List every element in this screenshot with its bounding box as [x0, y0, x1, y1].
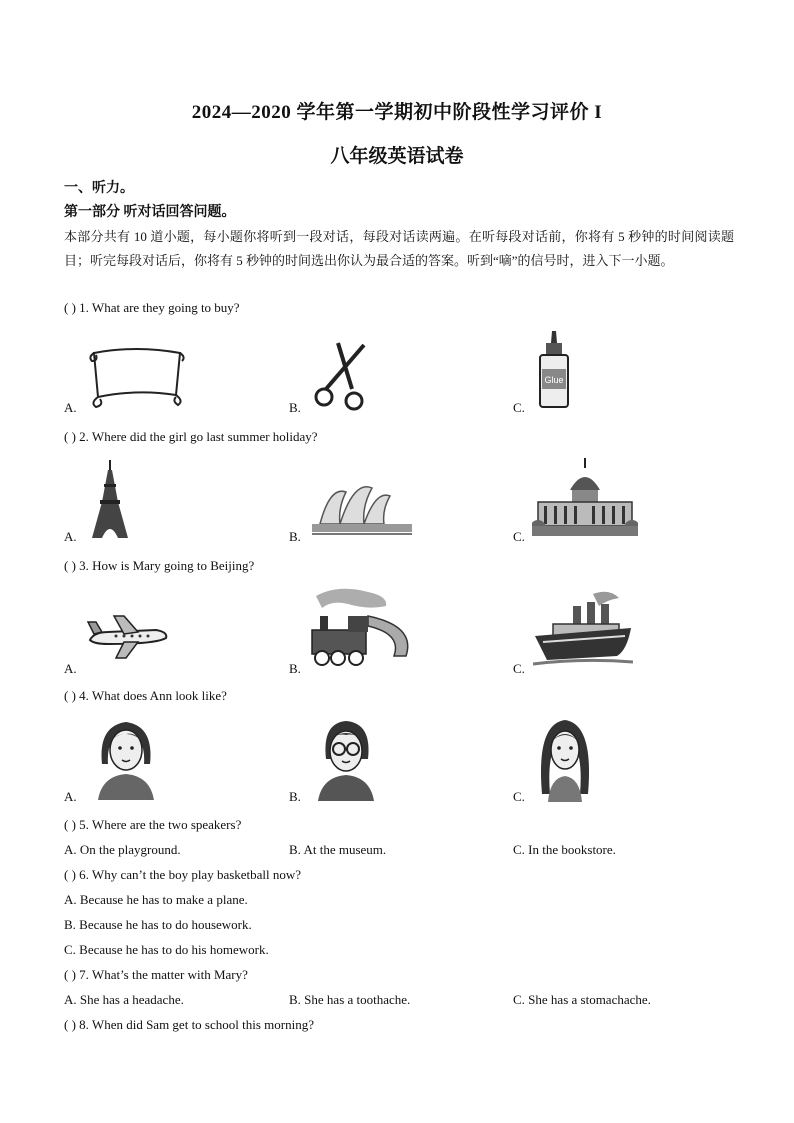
q5-option-c: C. In the bookstore.: [513, 842, 616, 857]
girl-glasses-image: [314, 715, 378, 801]
question-2: ( ) 2. Where did the girl go last summer holiday?: [64, 429, 318, 444]
ship-image: [533, 590, 633, 668]
section-heading: 一、听力。: [64, 181, 134, 196]
question-8: ( ) 8. When did Sam get to school this morning?: [64, 1017, 314, 1032]
capitol-building-image: [532, 458, 638, 540]
question-7: ( ) 7. What’s the matter with Mary?: [64, 967, 248, 982]
q4-option-a: A.: [64, 789, 77, 804]
instructions: 本部分共有 10 道小题，每小题你将听到一段对话，每段对话读两遍。在听每段对话前，你将有 5 秒钟的时间阅读题目；听完每段对话后，你将有 5 秒钟的时间选出你认为最合适的答案。听到“嘀”的信号时，进入下一小题。: [64, 229, 734, 268]
q2-option-b: B.: [289, 529, 301, 544]
scissors-image: [310, 341, 374, 413]
q6-option-b: B. Because he has to do housework.: [64, 917, 252, 932]
q6-option-a: A. Because he has to make a plane.: [64, 892, 248, 907]
q1-option-c: C.: [513, 400, 525, 415]
question-5: ( ) 5. Where are the two speakers?: [64, 817, 242, 832]
q7-option-b: B. She has a toothache.: [289, 992, 411, 1007]
q3-option-c: C.: [513, 661, 525, 676]
steam-train-image: [308, 586, 418, 670]
question-6: ( ) 6. Why can’t the boy play basketball now?: [64, 867, 302, 882]
q3-option-a: A.: [64, 661, 77, 676]
q2-option-c: C.: [513, 529, 525, 544]
girl-short-hair-image: [94, 716, 158, 800]
q5-option-b: B. At the museum.: [289, 842, 387, 857]
q4-option-b: B.: [289, 789, 301, 804]
sydney-opera-house-image: [310, 478, 414, 536]
q6-option-c: C. Because he has to do his homework.: [64, 942, 269, 957]
q2-option-a: A.: [64, 529, 77, 544]
eiffel-tower-image: [88, 460, 132, 540]
q1-option-a: A.: [64, 400, 77, 415]
q1-option-b: B.: [289, 400, 301, 415]
q4-option-c: C.: [513, 789, 525, 804]
girl-long-hair-image: [534, 714, 596, 802]
airplane-image: [86, 614, 170, 660]
paper-scroll-image: [86, 343, 188, 409]
part-title: 第一部分 听对话回答问题。: [64, 205, 236, 220]
question-4: ( ) 4. What does Ann look like?: [64, 688, 227, 703]
exam-subtitle: 八年级英语试卷: [330, 146, 464, 167]
q7-option-c: C. She has a stomachache.: [513, 992, 651, 1007]
q3-option-b: B.: [289, 661, 301, 676]
exam-title: 2024—2020 学年第一学期初中阶段性学习评价 I: [191, 102, 603, 123]
q7-option-a: A. She has a headache.: [64, 992, 184, 1007]
q5-option-a: A. On the playground.: [64, 842, 181, 857]
glue-label: Glue: [544, 375, 564, 385]
question-1: ( ) 1. What are they going to buy?: [64, 300, 240, 315]
glue-bottle-image: [532, 329, 576, 411]
question-3: ( ) 3. How is Mary going to Beijing?: [64, 558, 255, 573]
